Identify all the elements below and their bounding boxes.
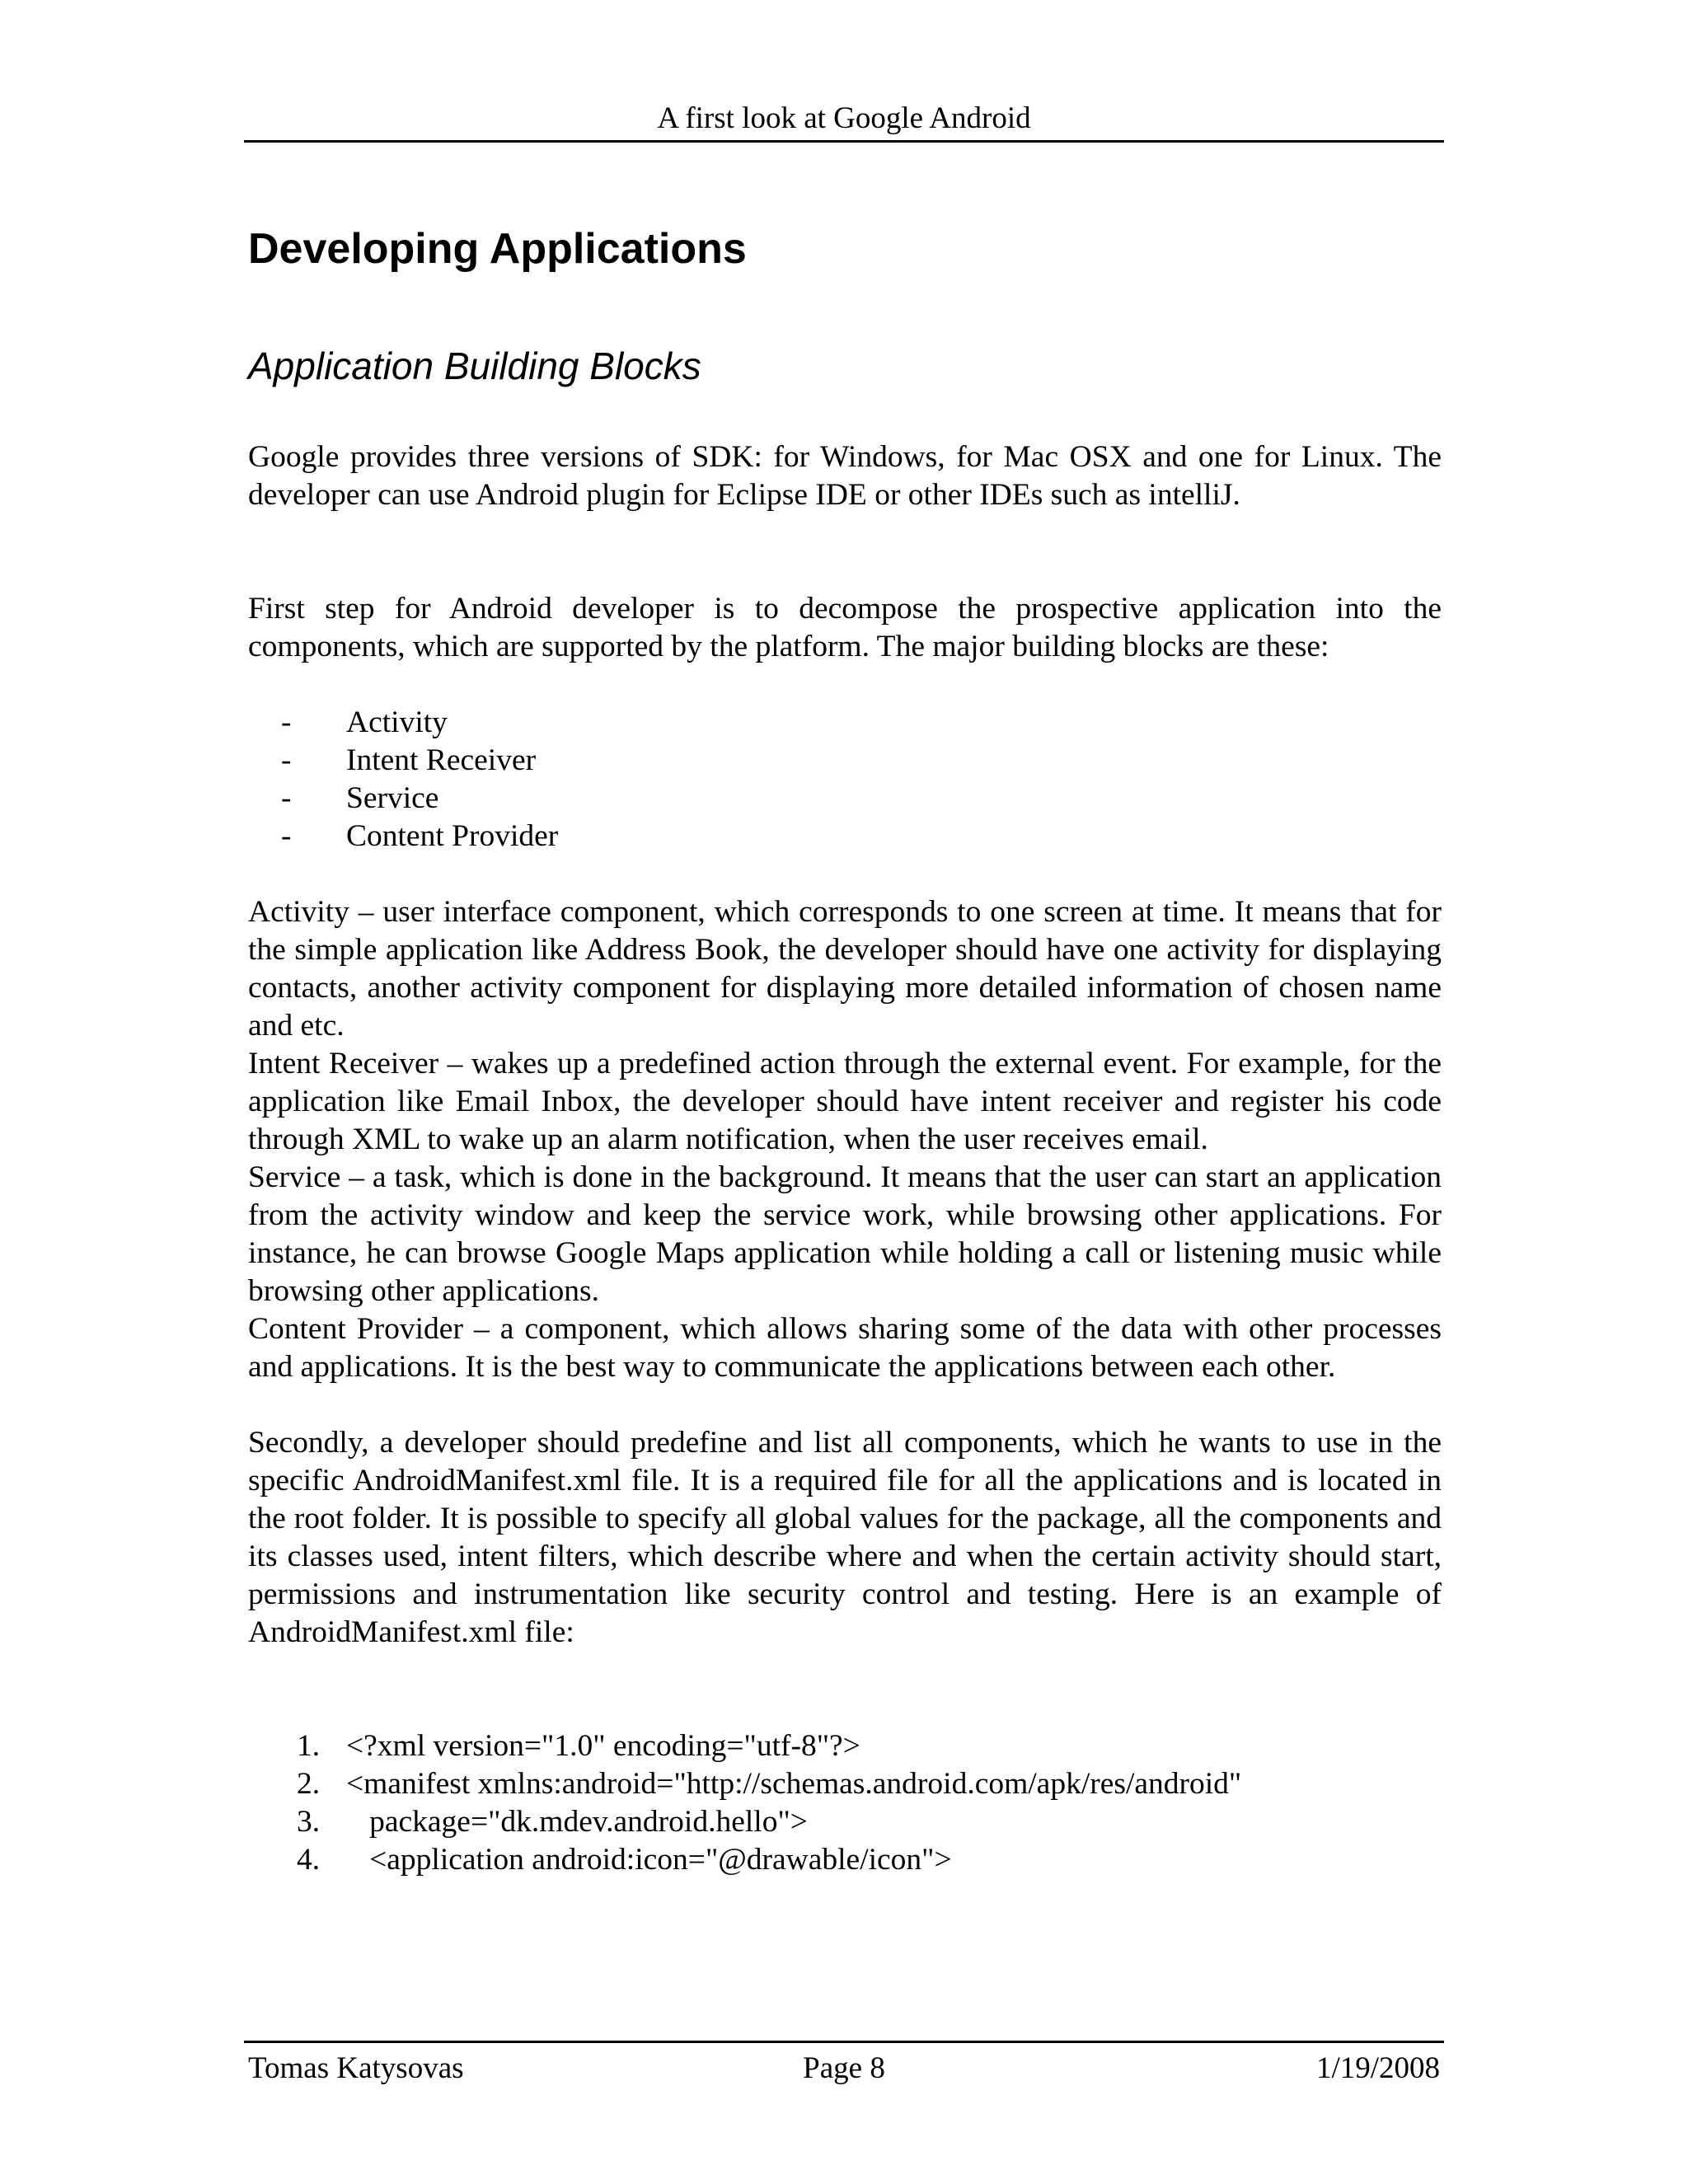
dash-bullet: - [281,781,292,815]
paragraph-first-step: First step for Android developer is to decompose the prospective application into the components, which are supported by the platform. The major building blocks are these: [248,592,1442,663]
list-item [248,780,1442,818]
code-line [248,1727,1442,1765]
line-number: 1. [297,1729,321,1763]
list-item-label: Content Provider [346,819,559,853]
line-number: 2. [297,1767,321,1801]
paragraph-intent-receiver: Intent Receiver – wakes up a predefined action through the external event. For example, for the application like Email Inbox, the developer should have intent receiver and register his code through XML to wake up an alarm notification, when the user receives email. [248,1047,1442,1156]
page-footer [244,2041,1444,2091]
footer-date: 1/19/2008 [1315,2051,1440,2085]
paragraph-activity: Activity – user interface component, which corresponds to one screen at time. It means that for the simple application like Address Book, the developer should have one activity for displaying contacts, another activity component for displaying more detailed information of chosen name and etc. [248,895,1442,1043]
code-line [248,1841,1442,1879]
code-line [248,1765,1442,1803]
line-number: 4. [297,1843,321,1877]
code-text: <application android:icon="@drawable/icon"> [346,1843,952,1877]
list-item [248,818,1442,855]
dash-bullet: - [281,819,292,853]
code-text: <manifest xmlns:android="http://schemas.android.com/apk/res/android" [346,1767,1242,1801]
paragraph-sdk-versions: Google provides three versions of SDK: for Windows, for Mac OSX and one for Linux. The developer can use Android plugin for Eclipse IDE or other IDEs such as intelliJ. [248,440,1442,512]
section-heading: Developing Applications [248,225,747,273]
page-body [248,223,1442,1879]
code-line [248,1803,1442,1841]
dash-bullet: - [281,705,292,739]
building-blocks-list [248,704,1442,855]
list-item [248,742,1442,780]
list-item-label: Service [346,781,439,815]
code-text: package="dk.mdev.android.hello"> [346,1805,808,1839]
paragraph-manifest: Secondly, a developer should predefine and list all components, which he wants to use in the specific AndroidManifest.xml file. It is a required file for all the applications and is located in the root folder. It is possible to specify all global values for the package, all the components and its classes used, intent filters, which describe where and when the certain activity should start, permissions and instrumentation like security control and testing. Here is an example of AndroidManifest.xml file: [248,1426,1442,1649]
paragraph-content-provider: Content Provider – a component, which allows sharing some of the data with other processes and applications. It is the best way to communicate the applications between each other. [248,1312,1442,1384]
line-number: 3. [297,1805,321,1839]
footer-page-number: Page 8 [803,2051,885,2085]
footer-author: Tomas Katysovas [248,2051,464,2085]
list-item-label: Activity [346,705,448,739]
manifest-code-listing [248,1727,1442,1879]
list-item [248,704,1442,742]
list-item-label: Intent Receiver [346,743,537,777]
paragraph-service: Service – a task, which is done in the background. It means that the user can start an application from the activity window and keep the service work, while browsing other applications. For instance, he can browse Google Maps application while holding a call or listening music while browsing other applications. [248,1160,1442,1308]
running-header [244,101,1444,143]
code-text: <?xml version="1.0" encoding="utf-8"?> [346,1729,860,1763]
dash-bullet: - [281,743,292,777]
subsection-heading: Application Building Blocks [248,344,701,387]
header-title: A first look at Google Android [657,101,1031,135]
